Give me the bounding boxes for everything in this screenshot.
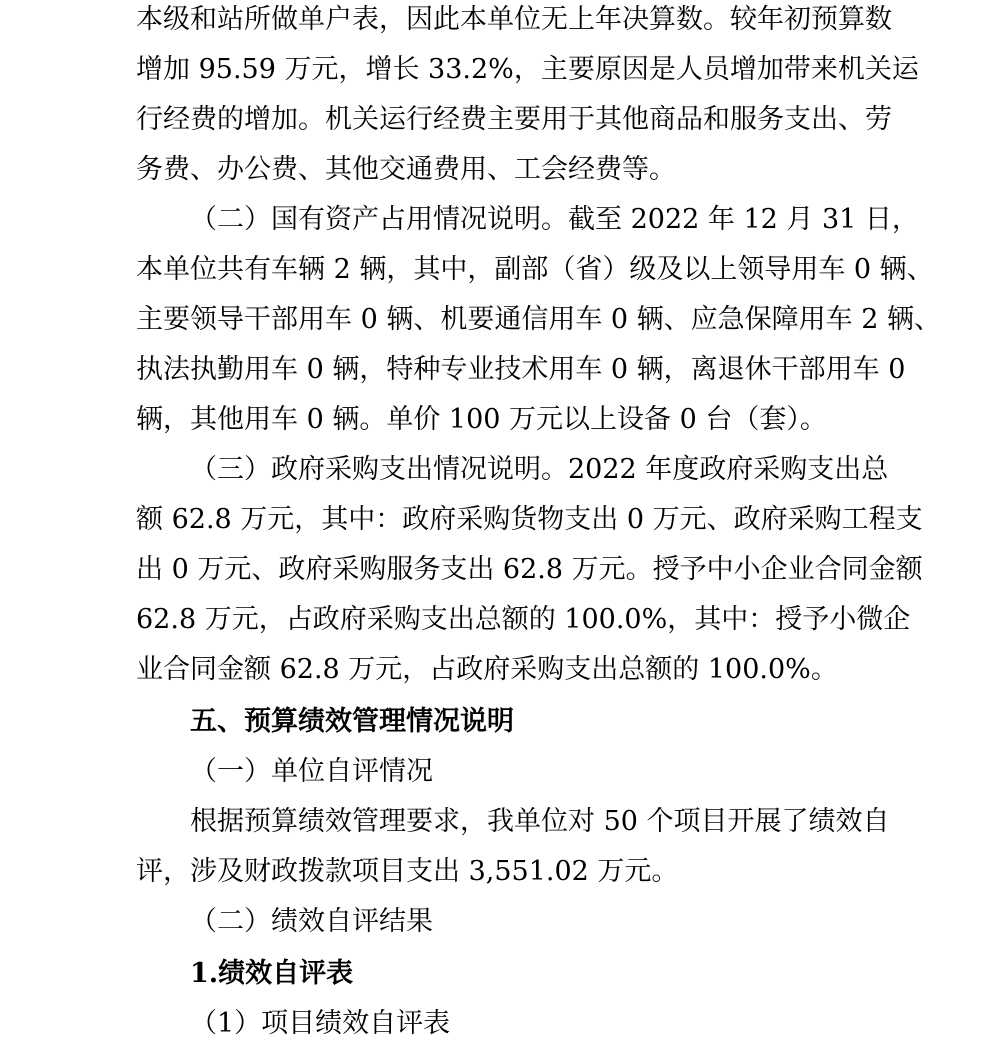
paragraph-line: 辆，其他用车 0 辆。单价 100 万元以上设备 0 台（套）。 <box>136 404 827 435</box>
paragraph-line: （二）国有资产占用情况说明。截至 2022 年 12 月 31 日， <box>190 204 919 235</box>
paragraph-line: 增加 95.59 万元，增长 33.2%，主要原因是人员增加带来机关运 <box>136 54 919 85</box>
subsection-heading: （一）单位自评情况 <box>190 756 433 787</box>
paragraph-line: 额 62.8 万元，其中：政府采购货物支出 0 万元、政府采购工程支 <box>136 504 923 535</box>
paragraph-line: 本级和站所做单户表，因此本单位无上年决算数。较年初预算数 <box>136 4 892 35</box>
paragraph-line: 执法执勤用车 0 辆，特种专业技术用车 0 辆，离退休干部用车 0 <box>136 354 906 385</box>
paragraph-line: 本单位共有车辆 2 辆，其中，副部（省）级及以上领导用车 0 辆、 <box>136 254 934 285</box>
paragraph-line: 评，涉及财政拨款项目支出 3,551.02 万元。 <box>136 856 679 887</box>
paragraph-line: 62.8 万元，占政府采购支出总额的 100.0%，其中：授予小微企 <box>136 604 911 635</box>
paragraph-line: 行经费的增加。机关运行经费主要用于其他商品和服务支出、劳 <box>136 104 892 135</box>
paragraph-line: （三）政府采购支出情况说明。2022 年度政府采购支出总 <box>190 454 889 485</box>
item-heading: 1.绩效自评表 <box>190 958 354 989</box>
paragraph-line: 业合同金额 62.8 万元，占政府采购支出总额的 100.0%。 <box>136 654 838 685</box>
paragraph-line: 根据预算绩效管理要求，我单位对 50 个项目开展了绩效自 <box>190 806 890 837</box>
paragraph-line: 务费、办公费、其他交通费用、工会经费等。 <box>136 154 676 185</box>
section-heading: 五、预算绩效管理情况说明 <box>190 706 514 737</box>
sub-item-heading: （1）项目绩效自评表 <box>190 1008 451 1039</box>
paragraph-line: 主要领导干部用车 0 辆、机要通信用车 0 辆、应急保障用车 2 辆、 <box>136 304 942 335</box>
subsection-heading: （二）绩效自评结果 <box>190 906 433 937</box>
paragraph-line: 出 0 万元、政府采购服务支出 62.8 万元。授予中小企业合同金额 <box>136 554 923 585</box>
